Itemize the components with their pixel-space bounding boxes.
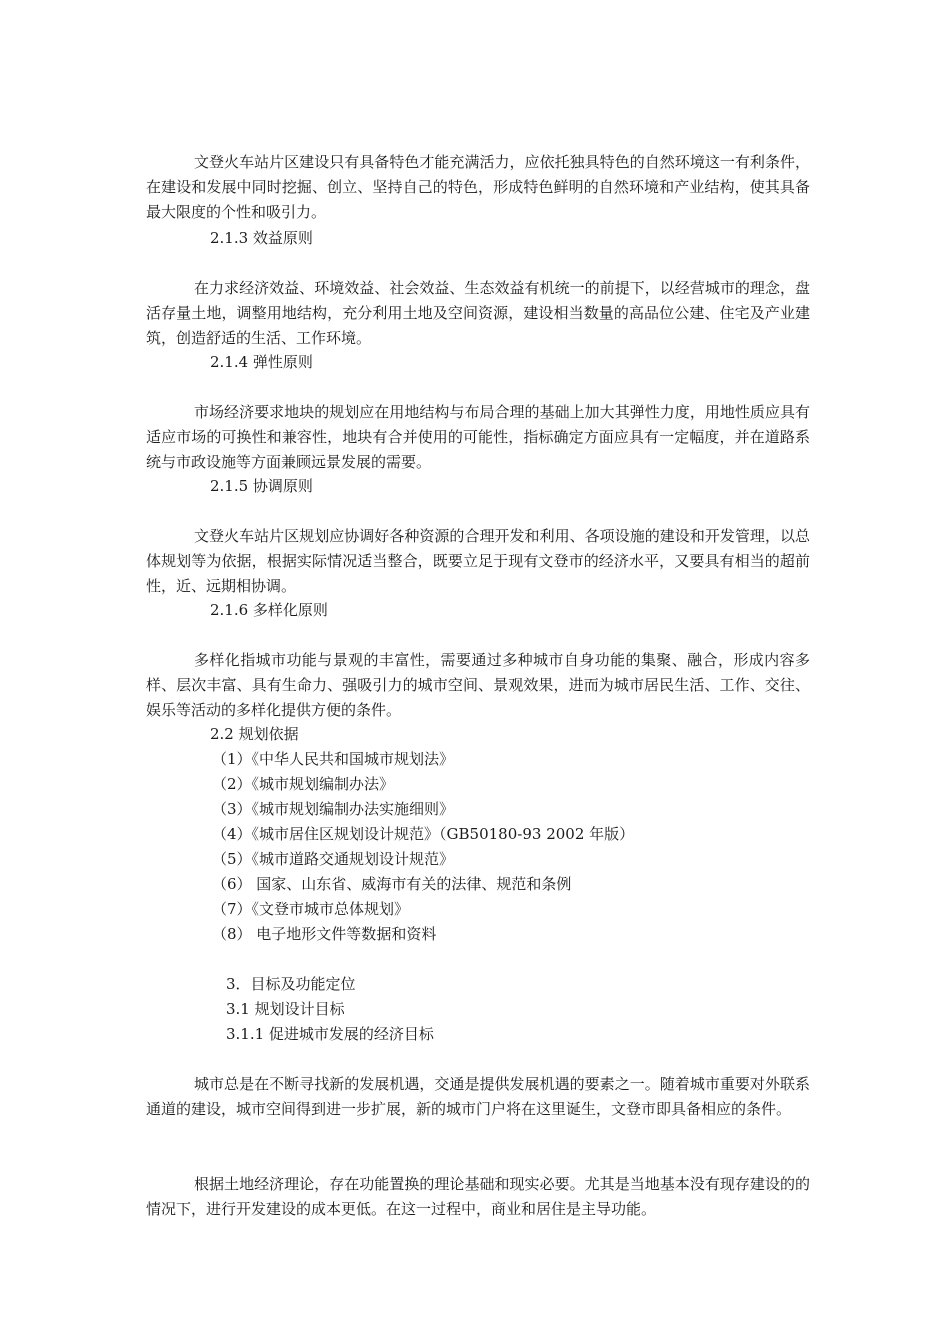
reference-item: （4）《城市居住区规划设计规范》（GB50180-93 2002 年版） bbox=[212, 825, 635, 843]
heading-3-1: 3.1 规划设计目标 bbox=[226, 1000, 345, 1018]
paragraph-land-economics: 根据土地经济理论，存在功能置换的理论基础和现实必要。尤其是当地基本没有现存建设的的情况下，进行开发建设的成本更低。在这一过程中，商业和居住是主导功能。 bbox=[146, 1175, 810, 1218]
paragraph-economic-goal: 城市总是在不断寻找新的发展机遇，交通是提供发展机遇的要素之一。随着城市重要对外联系通道的建设，城市空间得到进一步扩展，新的城市门户将在这里诞生，文登市即具备相应的条件。 bbox=[146, 1075, 810, 1118]
reference-item: （8） 电子地形文件等数据和资料 bbox=[212, 925, 437, 943]
paragraph-coordination: 文登火车站片区规划应协调好各种资源的合理开发和利用、各项设施的建设和开发管理，以总体规划等为依据，根据实际情况适当整合，既要立足于现有文登市的经济水平，又要具有相当的超前性，近、远期相协调。 bbox=[146, 527, 810, 595]
reference-item: （2）《城市规划编制办法》 bbox=[212, 775, 395, 793]
heading-3: 3．目标及功能定位 bbox=[226, 975, 356, 993]
paragraph-diversity: 多样化指城市功能与景观的丰富性，需要通过多种城市自身功能的集聚、融合，形成内容多样、层次丰富、具有生命力、强吸引力的城市空间、景观效果，进而为城市居民生活、工作、交往、娱乐等活动的多样化提供方便的条件。 bbox=[146, 651, 810, 719]
reference-item: （6） 国家、山东省、威海市有关的法律、规范和条例 bbox=[212, 875, 572, 893]
heading-2-1-5: 2.1.5 协调原则 bbox=[210, 477, 313, 495]
reference-item: （5）《城市道路交通规划设计规范》 bbox=[212, 850, 455, 868]
paragraph-benefit: 在力求经济效益、环境效益、社会效益、生态效益有机统一的前提下，以经营城市的理念，盘活存量土地，调整用地结构，充分利用土地及空间资源，建设相当数量的高品位公建、住宅及产业建筑，创造舒适的生活、工作环境。 bbox=[146, 279, 810, 347]
heading-2-1-6: 2.1.6 多样化原则 bbox=[210, 601, 328, 619]
paragraph-flexibility: 市场经济要求地块的规划应在用地结构与布局合理的基础上加大其弹性力度，用地性质应具有适应市场的可换性和兼容性，地块有合并使用的可能性，指标确定方面应具有一定幅度，并在道路系统与市政设施等方面兼顾远景发展的需要。 bbox=[146, 403, 810, 471]
heading-2-1-3: 2.1.3 效益原则 bbox=[210, 229, 313, 247]
paragraph-characteristics: 文登火车站片区建设只有具备特色才能充满活力，应依托独具特色的自然环境这一有利条件，在建设和发展中同时挖掘、创立、坚持自己的特色，形成特色鲜明的自然环境和产业结构，使其具备最大限度的个性和吸引力。 bbox=[146, 153, 810, 221]
reference-item: （7）《文登市城市总体规划》 bbox=[212, 900, 410, 918]
heading-2-1-4: 2.1.4 弹性原则 bbox=[210, 353, 313, 371]
heading-2-2: 2.2 规划依据 bbox=[210, 725, 299, 743]
heading-3-1-1: 3.1.1 促进城市发展的经济目标 bbox=[226, 1025, 434, 1043]
reference-item: （1）《中华人民共和国城市规划法》 bbox=[212, 750, 455, 768]
reference-item: （3）《城市规划编制办法实施细则》 bbox=[212, 800, 455, 818]
